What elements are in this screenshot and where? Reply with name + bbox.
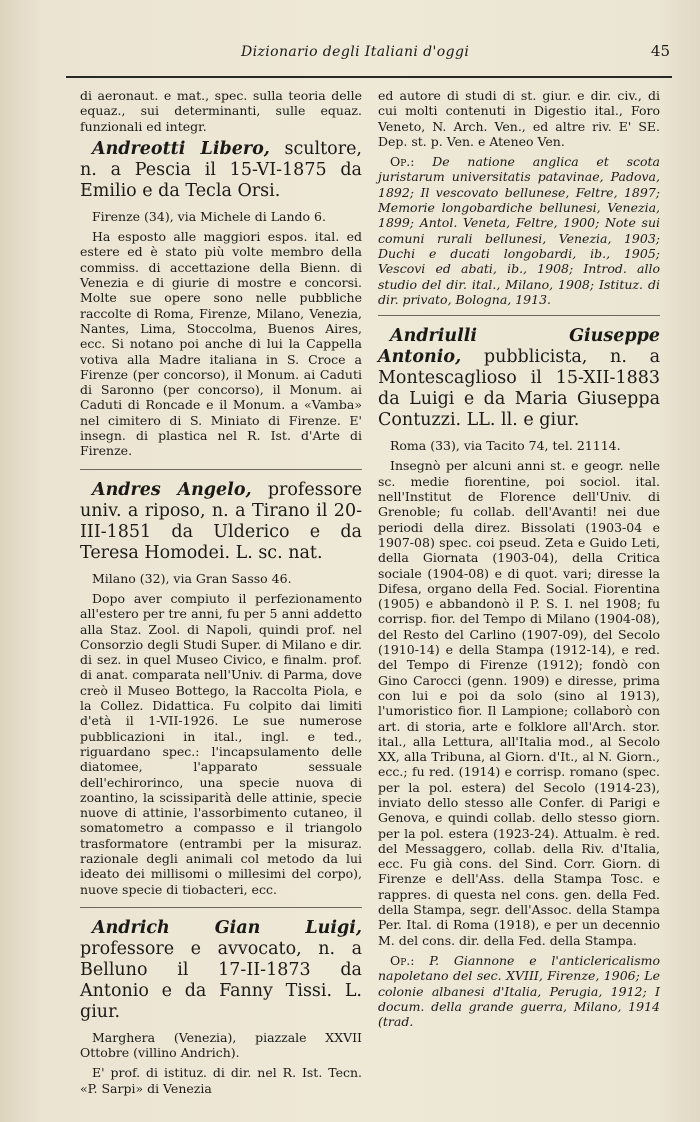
works-text: De natione anglica et scota juristarum universitatis patavinae, Padova, 1892; Il vescovato bellunese, Feltre, 1897; Memorie longobardiche bellunesi, Venezia, 1899; Antol. Veneta, Feltre, 1900; Note sui comuni rurali bellunesi, Venezia, 1903; Duchi e ducati longobardi, ib., 1905; Vescovi ed abati, ib., 1908; Introd. allo studio del dir. ital., Milano, 1908; Istituz. di dir. privato, Bologna, 1913. (378, 154, 660, 307)
entry-andres (80, 480, 362, 897)
entry-body: Insegnò per alcuni anni st. e geogr. nelle sc. medie fiorentine, poi sociol. ital. nell'Institut de Florence dell'Univ. di Grenoble; fu collab. dell'Avanti! nei due periodi della direz. Bissolati (1903-04 e 1907-08) spec. coi pseud. Zeta e Guido Leti, della Giornata (1903-04), della Critica sociale (1904-08) e di quot. vari; diresse la Difesa, organo della Fed. Social. Fiorentina (1905) e abbandonò il P. S. I. nel 1908; fu corrisp. fior. del Tempo di Milano (1904-08), del Resto del Carlino (1907-09), del Secolo (1910-14) e della Stampa (1912-14), e red. del Tempo di Firenze (1912); fondò con Gino Carocci (genn. 1909) e diresse, prima con lui e poi da solo (sino al 1913), l'umoristico fior. Il Lampione; collaborò con art. di storia, arte e folklore all'Arch. stor. ital., alla Lettura, all'Italia mod., al Secolo XX, alla Tribuna, al Giorn. d'It., al N. Giorn., ecc.; fu red. (1914) e corrisp. romano (spec. per la pol. estera) del Secolo (1914-23), inviato dello stesso alle Confer. di Parigi e Genova, e quindi collab. dello stesso giorn. per la pol. estera (1923-24). Attualm. è red. del Messaggero, collab. della Riv. d'Italia, ecc. Fu già cons. del Sind. Corr. Giorn. di Firenze e dell'Ass. della Stampa Tosc. e rappres. di questa nel cons. gen. della Fed. della Stampa, segr. dell'Assoc. della Stampa Per. Ital. di Roma (1918), e per un decennio M. del cons. dir. della Fed. della Stampa. (378, 458, 660, 948)
running-title: Dizionario degli Italiani d'oggi (241, 44, 470, 60)
works-label: Op.: (390, 952, 415, 968)
entry-headline (80, 918, 362, 1023)
entry-headline-text: professore univ. a riposo, n. a Tirano il 20-III-1851 da Ulderico e da Teresa Homodei. L. sc. nat. (80, 479, 362, 563)
entry-name: Andreotti Libero, (92, 138, 270, 159)
entry-name: Andrich Gian Luigi, (92, 917, 362, 938)
entry-works (378, 953, 660, 1029)
entry-name: Andres Angelo, (92, 479, 252, 500)
entry-headline-text: professore e avvocato, n. a Belluno il 17-II-1873 da Antonio e da Fanny Tissi. L. giur. (80, 938, 362, 1022)
left-column (80, 88, 362, 1102)
right-column (378, 88, 660, 1102)
entry-headline-text: pubblicista, n. a Montescaglioso il 15-XII-1883 da Luigi e da Maria Giuseppa Contuzzi. LL. ll. e giur. (378, 347, 660, 431)
entry-body: Dopo aver compiuto il perfezionamento all'estero per tre anni, fu per 5 anni addetto alla Staz. Zool. di Napoli, quindi prof. nel Consorzio degli Studi Super. di Milano e dir. di sez. in quel Museo Civico, e finalm. prof. di anat. comparata nell'Univ. di Parma, dove creò il Museo Bottego, la Raccolta Piola, e la Collez. Didattica. Fu colpito dai limiti d'età il 1-VII-1926. Le sue numerose pubblicazioni in ital., ingl. e ted., riguardano spec.: l'incapsulamento delle diatomee, l'apparato sessuale dell'echirorinco, una specie nuova di zoantino, la scissiparità delle attinie, specie nuove di attinie, l'assorbimento cutaneo, il somatometro a compasso e il triangolo trasformatore (entrambi per la misuraz. razionale degli animali col metodo da lui ideato dei millisomi o millesimi del corpo), nuove specie di tiobacteri, ecc. (80, 590, 362, 897)
entry-divider (80, 907, 362, 908)
entry-address: Milano (32), via Gran Sasso 46. (92, 570, 292, 586)
page-header (66, 38, 672, 78)
entry-headline (378, 326, 660, 431)
entry-name: Andriulli Giuseppe Antonio, (378, 326, 660, 368)
entry-headline (80, 139, 362, 202)
works-text: P. Giannone e l'anticlericalismo napoletano del sec. XVIII, Firenze, 1906; Le colonie albanesi d'Italia, Perugia, 1912; I docum. della grande guerra, Milano, 1914 (trad. (378, 952, 660, 1030)
entry-address: Firenze (34), via Michele di Lando 6. (92, 208, 326, 224)
entry-headline (80, 480, 362, 564)
entry-headline-text: scultore, n. a Pescia il 15-VI-1875 da Emilio e da Tecla Orsi. (80, 138, 362, 201)
entry-divider (378, 315, 660, 316)
entry-continuation: di aeronaut. e mat., spec. sulla teoria delle equaz., sui determinanti, sulle equaz. funzionali ed integr. (80, 88, 362, 134)
entry-address: Roma (33), via Tacito 74, tel. 21114. (390, 438, 621, 454)
entry-body: Ha esposto alle maggiori espos. ital. ed estere ed è stato più volte membro della commiss. di accettazione della Bienn. di Venezia e di giurie di mostre e concorsi. Molte sue opere sono nelle pubbliche raccolte di Roma, Firenze, Milano, Venezia, Nantes, Lima, Stoccolma, Buenos Aires, ecc. Si notano poi anche di lui la Cappella votiva alla Madre italiana in S. Croce a Firenze (per concorso), il Monum. ai Caduti di Saronno (per concorso), il Monum. ai Caduti di Roncade e il Monum. a «Vamba» nel cimitero di S. Miniato di Firenze. E' insegn. di plastica nel R. Ist. d'Arte di Firenze. (80, 229, 362, 459)
entry-works (378, 154, 660, 307)
works-label: Op.: (390, 154, 415, 170)
entry-address: Marghera (Venezia), piazzale XXVII Ottobre (villino Andrich). (80, 1029, 362, 1061)
entry-andrich (80, 918, 362, 1096)
entry-divider (80, 469, 362, 470)
entry-body: E' prof. di istituz. di dir. nel R. Ist. Tecn. «P. Sarpi» di Venezia (80, 1065, 362, 1096)
entry-continuation: ed autore di studi di st. giur. e dir. civ., di cui molti contenuti in Digestio ital., Foro Veneto, N. Arch. Ven., ed altre riv. E' SE. Dep. st. p. Ven. e Ateneo Ven. (378, 88, 660, 149)
entry-andriulli (378, 326, 660, 1029)
page-number: 45 (650, 42, 670, 60)
entry-andreotti (80, 139, 362, 459)
